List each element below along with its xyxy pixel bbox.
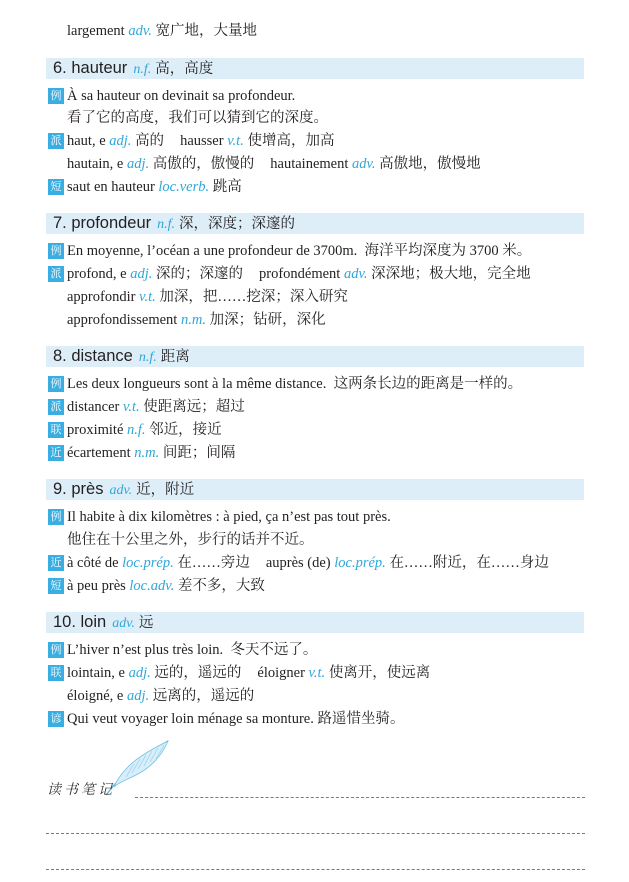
entry-line — [67, 397, 245, 417]
entry-line — [67, 530, 314, 550]
line-text: 深的；深邃的 — [152, 266, 243, 282]
entry-line — [67, 287, 348, 307]
line-text: hausser — [180, 133, 228, 149]
part-of-speech: n.f. — [127, 422, 146, 438]
label-badge: 短 — [48, 179, 64, 195]
label-badge: 例 — [48, 642, 64, 658]
label-badge: 短 — [48, 578, 64, 594]
headword-text: 7. profondeur — [53, 214, 152, 232]
headword — [53, 612, 153, 634]
line-text: à côté de — [67, 555, 123, 571]
entry-line — [67, 154, 481, 174]
part-of-speech: adv. — [112, 616, 135, 631]
entry-line — [67, 553, 549, 573]
line-text: 深深地；极大地，完全地 — [367, 266, 531, 282]
headword — [53, 58, 213, 80]
line-text: éloigné, e — [67, 688, 127, 704]
part-of-speech: adj. — [109, 133, 132, 149]
entry-line — [67, 640, 317, 660]
line-text: 高的 — [131, 133, 165, 149]
part-of-speech: adv. — [352, 156, 376, 172]
headword — [53, 213, 295, 235]
label-badge: 例 — [48, 243, 64, 259]
entry-header — [46, 612, 584, 633]
entry-line — [67, 420, 222, 440]
part-of-speech: n.f. — [133, 62, 152, 77]
headword-meaning: 距离 — [160, 349, 190, 365]
line-text: 高傲地，傲慢地 — [375, 156, 481, 172]
entry-line — [67, 663, 430, 683]
line-text: éloigner — [257, 665, 309, 681]
line-text: approfondissement — [67, 312, 181, 328]
line-text: 使距离远；超过 — [139, 399, 245, 415]
entry-line — [67, 264, 531, 284]
line-text: 跳高 — [209, 179, 242, 195]
notes-line — [135, 797, 585, 798]
label-badge: 例 — [48, 376, 64, 392]
label-badge: 近 — [48, 445, 64, 461]
entry-header — [46, 213, 584, 234]
line-text: approfondir — [67, 289, 140, 305]
part-of-speech: loc.prép. — [334, 555, 386, 571]
part-of-speech: adv. — [109, 483, 133, 498]
line-text: auprès (de) — [265, 555, 335, 571]
line-text: à peu près — [67, 578, 130, 594]
line-text: saut en hauteur — [67, 179, 159, 195]
entry-line — [67, 507, 391, 527]
headword-text: 9. près — [53, 480, 104, 498]
entry-line — [67, 686, 254, 706]
label-badge: 例 — [48, 509, 64, 525]
entry-line — [67, 108, 328, 128]
part-of-speech: adv. — [128, 23, 152, 39]
label-badge: 联 — [48, 422, 64, 438]
line-text: 远离的，遥远的 — [149, 688, 255, 704]
headword-meaning: 深，深度；深邃的 — [179, 216, 296, 232]
entry-line — [67, 374, 522, 394]
part-of-speech: adv. — [343, 266, 368, 282]
line-text: 看了它的高度，我们可以猜到它的深度。 — [67, 110, 328, 126]
part-of-speech: adj. — [127, 688, 150, 704]
line-text: 间距；间隔 — [159, 445, 236, 461]
label-badge: 近 — [48, 555, 64, 571]
label-badge: 派 — [48, 133, 64, 149]
line-text: À sa hauteur on devinait sa profondeur. — [67, 88, 296, 104]
entry-line — [67, 241, 531, 261]
headword-text: 10. loin — [53, 613, 107, 631]
part-of-speech: v.t. — [139, 289, 156, 305]
label-badge: 联 — [48, 665, 64, 681]
entry-header — [46, 479, 584, 500]
line-text: L’hiver n’est plus très loin. 冬天不远了。 — [67, 642, 318, 658]
part-of-speech: adj. — [127, 156, 150, 172]
line-text: 在……旁边 — [173, 555, 250, 571]
part-of-speech: loc.prép. — [122, 555, 174, 571]
entry-line — [67, 131, 334, 151]
part-of-speech: n.f. — [157, 217, 176, 232]
entry-line — [67, 709, 404, 729]
headword-meaning: 高，高度 — [155, 61, 214, 77]
line-text: 邻近，接近 — [145, 422, 222, 438]
line-text: 高傲的，傲慢的 — [149, 156, 255, 172]
headword — [53, 479, 194, 501]
label-badge: 派 — [48, 266, 64, 282]
part-of-speech: loc.verb. — [158, 179, 210, 195]
headword — [53, 346, 190, 368]
label-badge: 派 — [48, 399, 64, 415]
notes-line — [46, 869, 585, 870]
line-text: proximité — [67, 422, 128, 438]
part-of-speech: v.t. — [227, 133, 244, 149]
part-of-speech: n.f. — [138, 350, 157, 365]
entry-header — [46, 58, 584, 79]
line-text: lointain, e — [67, 665, 129, 681]
headword-meaning: 远 — [138, 615, 154, 631]
line-text: 加深，把……挖深；深入研究 — [155, 289, 348, 305]
part-of-speech: adj. — [130, 266, 153, 282]
line-text: 使增高，加高 — [243, 133, 335, 149]
notes-label: 读书笔记 — [47, 782, 115, 798]
part-of-speech: adj. — [128, 665, 151, 681]
line-text: Il habite à dix kilomètres : à pied, ça n’est pas tout près. — [67, 509, 391, 525]
headword-text: 8. distance — [53, 347, 133, 365]
line-text: Qui veut voyager loin ménage sa monture. 路遥惜坐骑。 — [67, 711, 405, 727]
line-text: 远的，遥远的 — [150, 665, 242, 681]
label-badge: 例 — [48, 88, 64, 104]
part-of-speech: n.m. — [134, 445, 160, 461]
line-text: haut, e — [67, 133, 110, 149]
top-line: largement adv. 宽广地，大量地 — [67, 23, 257, 39]
line-text: Les deux longueurs sont à la même distance. 这两条长边的距离是一样的。 — [67, 376, 523, 392]
line-text: hautainement — [270, 156, 353, 172]
line-text: 使离开，使远离 — [325, 665, 431, 681]
line-text: En moyenne, l’océan a une profondeur de 3700m. 海洋平均深度为 3700 米。 — [67, 243, 532, 259]
line-text: 在……附近，在……身边 — [385, 555, 549, 571]
headword-meaning: 近，附近 — [136, 482, 195, 498]
entry-line — [67, 576, 265, 596]
part-of-speech: v.t. — [122, 399, 140, 415]
notes-line — [46, 833, 585, 834]
label-badge: 谚 — [48, 711, 64, 727]
line-text: 差不多，大致 — [174, 578, 265, 594]
line-text: distancer — [67, 399, 123, 415]
entry-header — [46, 346, 584, 367]
line-text: 加深；钻研，深化 — [205, 312, 326, 328]
line-text: 他住在十公里之外，步行的话并不近。 — [67, 532, 314, 548]
entry-line — [67, 86, 295, 106]
part-of-speech: n.m. — [180, 312, 206, 328]
line-text: écartement — [67, 445, 135, 461]
line-text: profondément — [259, 266, 344, 282]
entry-line — [67, 310, 326, 330]
entry-line — [67, 177, 242, 197]
line-text: profond, e — [67, 266, 131, 282]
part-of-speech: v.t. — [308, 665, 326, 681]
line-text: hautain, e — [67, 156, 127, 172]
part-of-speech: loc.adv. — [129, 578, 175, 594]
headword-text: 6. hauteur — [53, 59, 128, 77]
entry-line — [67, 443, 235, 463]
